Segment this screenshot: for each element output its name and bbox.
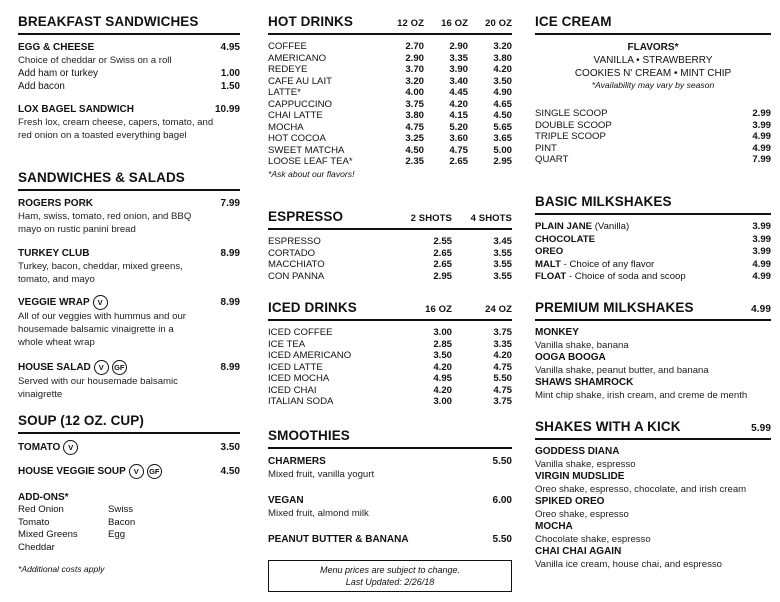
drink-price: 3.75 [493,327,512,338]
espresso-section [268,209,512,282]
drink-price: 4.45 [449,87,468,98]
breakfast-title: BREAKFAST SANDWICHES [18,14,240,35]
menu-item [268,455,512,468]
drink-price: 3.35 [493,338,512,350]
table-row [268,76,512,88]
espresso-table [268,236,512,282]
addon: Tomato [18,516,50,528]
menu-item [18,41,240,54]
item-desc: Mixed fruit, vanilla yogurt [268,469,375,480]
col-header: 20 OZ [485,18,512,29]
table-row [268,145,512,157]
drink-price: 4.20 [433,361,452,373]
shake-name: SPIKED OREO [535,496,605,507]
addon: Swiss [108,504,134,515]
drink-name: CON PANNA [268,270,325,282]
menu-item [18,464,240,479]
drink-price: 3.55 [493,259,512,270]
drink-name: HOT COCOA [268,133,326,144]
flavors-note: *Ask about our flavors! [268,168,355,179]
drink-price: 4.50 [405,144,424,156]
size-row [535,143,771,155]
table-row [268,396,512,408]
addons-grid [18,504,240,554]
drink-name: ICED COFFEE [268,327,333,338]
footer-updated: Last Updated: 2/26/18 [345,577,435,587]
drink-price: 4.20 [449,98,468,110]
drink-name: MACCHIATO [268,259,325,270]
drink-price: 4.75 [493,361,512,373]
drink-price: 3.55 [493,270,512,282]
addons-title: ADD-ONS* [18,492,69,503]
drink-price: 4.50 [493,110,512,121]
shake-name: OREO [535,246,564,257]
col-header: 12 OZ [397,18,424,29]
shake-row [535,271,771,284]
size-price: 3.99 [752,119,771,131]
size-name: PINT [535,142,557,154]
table-row [268,53,512,65]
drink-price: 4.65 [493,98,512,110]
shake-label [535,259,752,272]
col-header: 16 OZ [441,18,468,29]
item-name: LOX BAGEL SANDWICH [18,104,134,115]
shake-row [535,234,771,247]
item-desc: Fresh lox, cream cheese, capers, tomato, and red onion on a toasted everything bagel [18,117,214,141]
extra-label: Add bacon [18,81,65,92]
size-name: SINGLE SCOOP [535,108,608,119]
drink-name: AMERICANO [268,52,327,64]
shake-desc: Mint chip shake, irish cream, and creme de menth [535,389,748,401]
drink-price: 5.50 [493,373,512,384]
col-header: 4 SHOTS [470,213,512,224]
drink-name: CHAI LATTE [268,110,323,121]
shake-name: MOCHA [535,521,573,532]
drink-price: 2.85 [433,338,452,350]
item-name: CHARMERS [268,456,326,467]
shake-row [535,221,771,234]
item-desc: Mixed fruit, almond milk [268,508,369,519]
espresso-title [268,209,512,230]
table-row [268,133,512,145]
kick-shakes-section [535,419,771,571]
basic-shakes-list [535,221,771,284]
drink-name: SWEET MATCHA [268,144,345,156]
menu-item [268,533,512,546]
item-price: 5.50 [492,534,512,545]
drink-price: 3.90 [449,64,468,75]
size-row [535,131,771,143]
vegan-badge-icon: V [94,360,109,375]
addon: Bacon [108,516,136,528]
addon: Cheddar [18,541,55,553]
drink-name: CORTADO [268,247,316,259]
shake-price: 3.99 [752,221,771,232]
item-desc: Choice of cheddar or Swiss on a roll [18,55,172,66]
drink-price: 3.20 [493,41,512,52]
drink-name: ICE TEA [268,338,306,350]
drink-price: 2.90 [449,41,468,52]
basic-shakes-title: BASIC MILKSHAKES [535,194,771,215]
col-header: 16 OZ [425,304,452,315]
vegan-badge-icon: V [93,295,108,310]
shake-name: MALT [535,258,561,270]
table-row [268,87,512,99]
size-row [535,154,771,166]
table-row [268,236,512,248]
size-price: 2.99 [752,108,771,119]
section-price: 5.99 [751,423,771,434]
ice-cream-sizes [535,108,771,166]
menu-item [18,103,240,116]
table-row [268,64,512,76]
kick-shakes-list [535,446,771,571]
shake-price: 4.99 [752,271,771,282]
drink-price: 3.80 [405,110,424,121]
menu-item [268,494,512,507]
menu-item [18,360,240,375]
table-row [268,110,512,122]
flavors-title: FLAVORS* [627,42,679,53]
shake-suffix: - Choice of soda and scoop [566,271,686,282]
shake-row [535,246,771,259]
menu-item [18,440,240,455]
drink-price: 5.00 [493,144,512,156]
drink-price: 4.75 [449,144,468,156]
breakfast-section [18,14,240,142]
item-price: 3.50 [220,442,240,453]
drink-price: 3.75 [493,396,512,407]
size-name: QUART [535,154,569,165]
shake-price: 3.99 [752,233,771,245]
table-row [268,327,512,339]
gluten-free-badge-icon: GF [112,360,127,375]
drink-price: 4.75 [493,384,512,396]
sandwiches-section [18,170,240,401]
table-row [268,350,512,362]
drink-name: ICED LATTE [268,361,323,373]
kick-shakes-title [535,419,771,440]
drink-price: 4.90 [493,87,512,98]
drink-price: 4.20 [493,64,512,75]
shake-name: PLAIN JANE [535,221,593,232]
drink-price: 3.60 [449,133,468,144]
basic-shakes-section [535,194,771,284]
item-price: 4.95 [220,42,240,53]
shake-desc: Chocolate shake, espresso [535,533,651,545]
table-row [268,362,512,374]
hot-drinks-section [268,14,512,180]
item-name: PEANUT BUTTER & BANANA [268,534,409,545]
drink-price: 3.65 [493,133,512,144]
item-name: TOMATO [18,442,61,454]
shake-name: CHAI CHAI AGAIN [535,546,622,557]
section-price: 4.99 [751,304,771,315]
shake-price: 3.99 [752,246,771,257]
flavors-note: *Availability may vary by season [591,80,715,90]
drink-price: 3.20 [405,75,424,87]
drink-price: 3.55 [493,247,512,259]
section-name: SHAKES WITH A KICK [535,419,681,434]
item-price: 8.99 [220,362,240,373]
shake-desc: Vanilla shake, peanut butter, and banana [535,364,709,376]
size-price: 4.99 [752,131,771,142]
drink-name: LOOSE LEAF TEA* [268,156,353,167]
table-row [268,339,512,351]
drink-name: CAPPUCCINO [268,98,332,110]
drink-price: 4.00 [405,87,424,98]
shake-desc: Oreo shake, espresso [535,508,629,520]
section-name: PREMIUM MILKSHAKES [535,300,694,315]
drink-price: 2.90 [405,52,424,64]
addon: Mixed Greens [18,529,78,540]
soup-section [18,413,240,575]
item-price: 5.50 [492,456,512,467]
drink-price: 2.65 [433,247,452,259]
drink-price: 4.20 [433,384,452,396]
drink-price: 3.45 [493,236,512,247]
col-header: 2 SHOTS [410,213,452,224]
shake-label [535,271,752,284]
table-row [268,99,512,111]
premium-shakes-title [535,300,771,321]
item-desc: Served with our housemade balsamic vinaigrette [18,376,178,400]
shake-name: VIRGIN MUDSLIDE [535,471,625,482]
drink-price: 3.75 [405,98,424,110]
drink-price: 2.65 [449,156,468,167]
soup-title: SOUP (12 OZ. CUP) [18,413,240,434]
item-desc: All of our veggies with hummus and our housemade balsamic vinaigrette in a whole wheat wrap [18,311,186,348]
drink-name: ICED AMERICANO [268,350,352,361]
drink-price: 3.00 [433,396,452,407]
flavors-line: COOKIES N' CREAM • MINT CHIP [574,68,732,79]
section-name: ESPRESSO [268,209,344,224]
addon: Red Onion [18,504,64,515]
menu-item [18,247,240,260]
drink-price: 3.25 [405,133,424,144]
shake-name: CHOCOLATE [535,233,596,245]
drink-price: 4.75 [405,121,424,133]
drink-price: 3.50 [493,75,512,87]
extra-label: Add ham or turkey [18,68,99,79]
item-name: ROGERS PORK [18,198,94,209]
iced-drinks-title [268,300,512,321]
item-price: 10.99 [214,104,240,115]
item-price: 8.99 [220,248,240,259]
size-row [535,120,771,132]
drink-name: ITALIAN SODA [268,396,334,407]
extra-price: 1.50 [220,81,240,92]
shake-suffix: - Choice of any flavor [560,258,655,270]
item-name: TURKEY CLUB [18,248,90,259]
drink-price: 2.65 [433,259,452,270]
extra-row [18,80,240,93]
extra-row [18,67,240,80]
drink-name: ICED CHAI [268,384,317,396]
table-row [268,271,512,283]
shake-name: MONKEY [535,327,579,338]
col-header: 24 OZ [485,304,512,315]
footer-notice [268,560,512,592]
ice-cream-section [535,14,771,166]
premium-shakes-section [535,300,771,402]
shake-desc: Vanilla shake, espresso [535,458,636,470]
drink-price: 3.35 [449,52,468,64]
drink-name: CAFE AU LAIT [268,75,332,87]
table-row [268,373,512,385]
drink-name: MOCHA [268,121,304,133]
table-row [268,385,512,397]
drink-price: 4.15 [449,110,468,121]
section-name: ICED DRINKS [268,300,357,315]
drink-name: COFFEE [268,41,307,52]
item-name: VEGAN [268,495,304,506]
drink-price: 3.00 [433,327,452,338]
smoothies-section [268,428,512,546]
shake-label [535,246,752,259]
iced-drinks-section [268,300,512,408]
shake-desc: Vanilla ice cream, house chai, and espresso [535,558,723,570]
table-row [268,41,512,53]
shake-label [535,234,752,247]
drink-price: 2.95 [493,156,512,167]
item-price: 4.50 [220,466,240,477]
item-desc: Turkey, bacon, cheddar, mixed greens, tomato, and mayo [18,261,183,285]
shake-label [535,221,752,234]
shake-suffix: (Vanilla) [592,221,630,232]
size-price: 4.99 [752,142,771,154]
section-name: HOT DRINKS [268,14,353,29]
item-price: 7.99 [220,198,240,209]
size-name: DOUBLE SCOOP [535,119,612,131]
size-name: TRIPLE SCOOP [535,131,606,142]
item-name: HOUSE VEGGIE SOUP [18,466,126,478]
item-name: HOUSE SALAD [18,362,91,374]
drink-price: 3.50 [433,350,452,361]
menu-item [18,295,240,310]
extra-price: 1.00 [220,68,240,79]
item-name: EGG & CHEESE [18,42,95,53]
drink-name: LATTE* [268,87,301,98]
iced-drinks-table [268,327,512,408]
size-row [535,108,771,120]
footer-line: Menu prices are subject to change. [319,565,461,575]
ice-cream-title: ICE CREAM [535,14,771,35]
drink-price: 3.40 [449,75,468,87]
shake-name: FLOAT [535,271,567,282]
item-name: VEGGIE WRAP [18,297,90,309]
shake-desc: Oreo shake, espresso, chocolate, and irish cream [535,483,747,495]
drink-name: ICED MOCHA [268,373,330,384]
gluten-free-badge-icon: GF [147,464,162,479]
drink-price: 2.95 [433,270,452,282]
hot-drinks-title [268,14,512,35]
flavors-line: VANILLA • STRAWBERRY [593,55,713,66]
item-price: 8.99 [220,297,240,308]
size-price: 7.99 [752,154,771,165]
shake-row [535,259,771,272]
addon: Egg [108,529,126,540]
drink-name: REDEYE [268,64,308,75]
vegan-badge-icon: V [63,440,78,455]
drink-price: 4.20 [493,350,512,361]
drink-name: ESPRESSO [268,236,321,247]
smoothies-title: SMOOTHIES [268,428,512,449]
premium-shakes-list [535,327,771,402]
addons-note: *Additional costs apply [18,564,105,574]
drink-price: 5.65 [493,121,512,133]
table-row [268,156,512,168]
sandwiches-title: SANDWICHES & SALADS [18,170,240,191]
shake-price: 4.99 [752,258,771,270]
menu-item [18,197,240,210]
drink-price: 2.55 [433,236,452,247]
table-row [268,259,512,271]
shake-name: SHAWS SHAMROCK [535,377,634,388]
shake-name: GODDESS DIANA [535,446,620,457]
drink-price: 5.20 [449,121,468,133]
table-row [268,248,512,260]
drink-price: 2.70 [405,41,424,52]
drink-price: 3.80 [493,52,512,64]
item-desc: Ham, swiss, tomato, red onion, and BBQ mayo on rustic panini bread [18,211,192,235]
hot-drinks-table [268,41,512,168]
drink-price: 3.70 [405,64,424,75]
vegan-badge-icon: V [129,464,144,479]
item-price: 6.00 [492,495,512,506]
table-row [268,122,512,134]
drink-price: 2.35 [405,156,424,167]
shake-name: OOGA BOOGA [535,352,606,363]
shake-desc: Vanilla shake, banana [535,339,629,351]
drink-price: 4.95 [433,373,452,384]
